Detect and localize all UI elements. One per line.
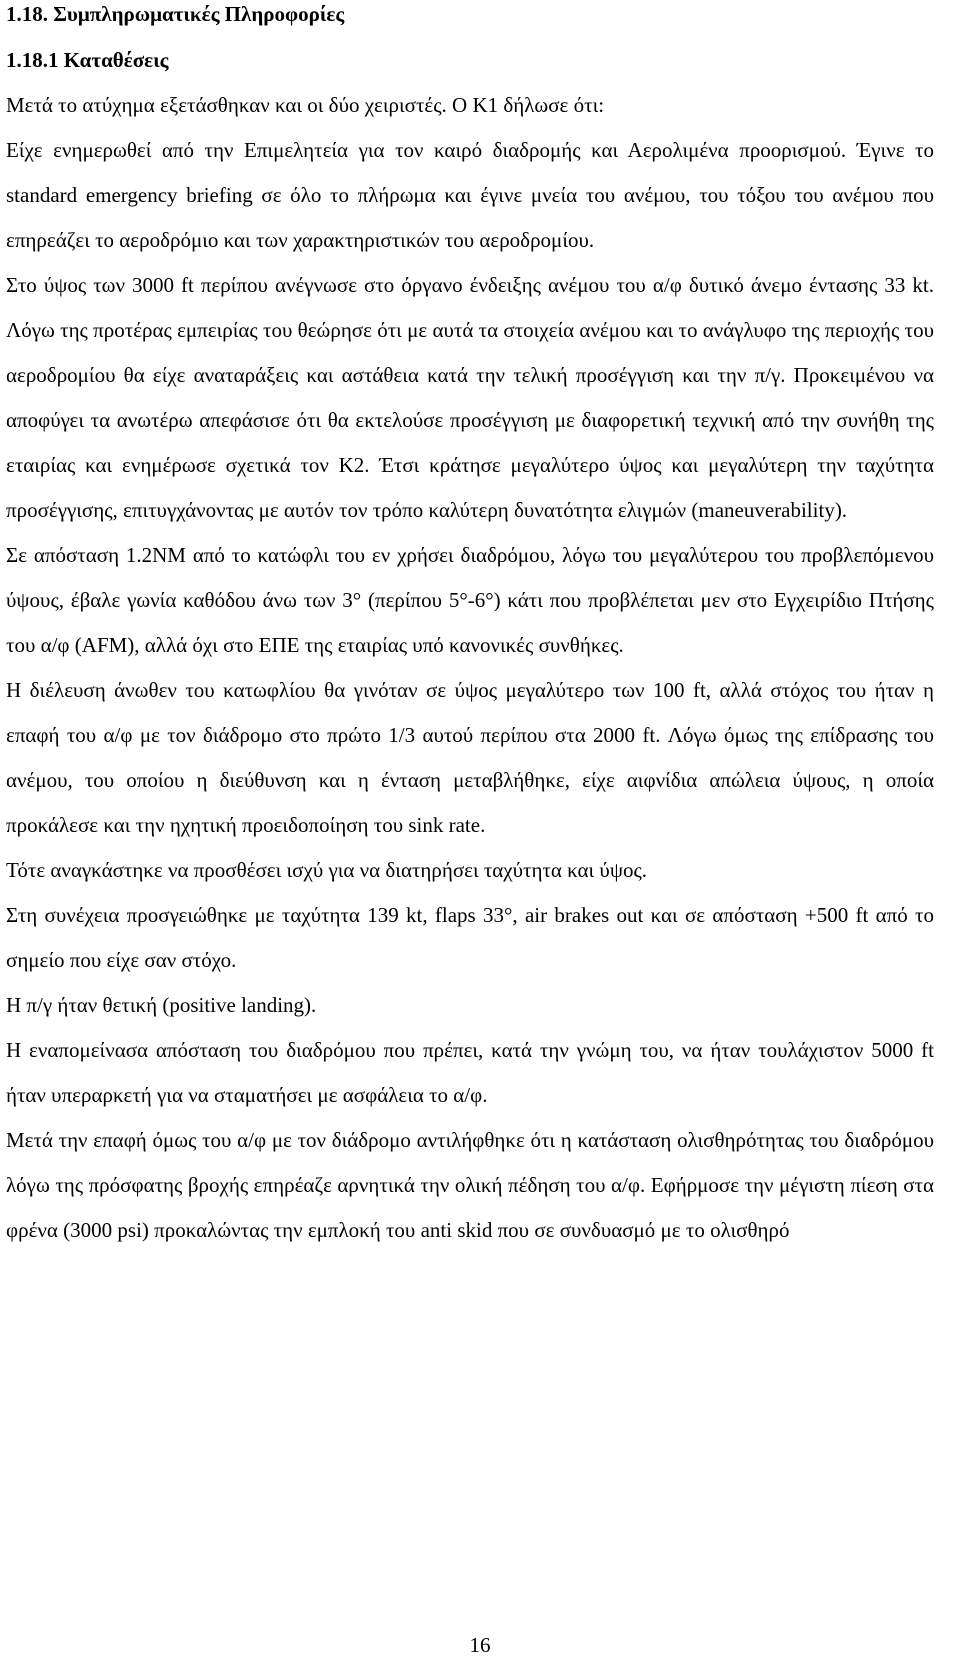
- paragraph-touchdown: Στη συνέχεια προσγειώθηκε με ταχύτητα 139 kt, flaps 33°, air brakes out και σε απόσταση +500 ft από το σημείο που είχε σαν στόχο.: [6, 903, 934, 972]
- paragraph-briefing: Είχε ενημερωθεί από την Επιμελητεία για τον καιρό διαδρομής και Αερολιμένα προορισμού. Έγινε το standard emergency briefing σε όλο το πλήρωμα και έγινε μνεία του ανέμου, του τόξου του ανέμου που επηρεάζει το αεροδρόμιο και των χαρακτηριστικών του αεροδρομίου.: [6, 138, 934, 252]
- paragraph-braking: Μετά την επαφή όμως του α/φ με τον διάδρομο αντιλήφθηκε ότι η κατάσταση ολισθηρότητας του διαδρόμου λόγω της πρόσφατης βροχής επηρέαζε αρνητικά την ολική πέδηση του α/φ. Εφήρμοσε την μέγιστη πίεση στα φρένα (3000 psi) προκαλώντας την εμπλοκή του anti skid που σε συνδυασμό με το ολισθηρό: [6, 1128, 934, 1242]
- subsection-heading: 1.18.1 Καταθέσεις: [6, 48, 169, 72]
- paragraph-power-added: Τότε αναγκάστηκε να προσθέσει ισχύ για να διατηρήσει ταχύτητα και ύψος.: [6, 858, 648, 882]
- paragraph-threshold-crossing: Η διέλευση άνωθεν του κατωφλίου θα γινόταν σε ύψος μεγαλύτερο των 100 ft, αλλά στόχος του ήταν η επαφή του α/φ με τον διάδρομο στο πρώτο 1/3 αυτού περίπου στα 2000 ft. Λόγω όμως της επίδρασης του ανέμου, του οποίου η διεύθυνση και η ένταση μεταβλήθηκε, είχε αιφνίδια απώλεια ύψους, η οποία προκάλεσε και την ηχητική προειδοποίηση του sink rate.: [6, 678, 934, 837]
- paragraph-positive-landing: Η π/γ ήταν θετική (positive landing).: [6, 993, 317, 1017]
- page-content: [6, 0, 934, 1253]
- paragraph-remaining-runway: Η εναπομείνασα απόσταση του διαδρόμου που πρέπει, κατά την γνώμη του, να ήταν τουλάχιστον 5000 ft ήταν υπεραρκετή για να σταματήσει με ασφάλεια το α/φ.: [6, 1038, 934, 1107]
- paragraph-approach-technique: Στο ύψος των 3000 ft περίπου ανέγνωσε στο όργανο ένδειξης ανέμου του α/φ δυτικό άνεμο έντασης 33 kt. Λόγω της προτέρας εμπειρίας του θεώρησε ότι με αυτά τα στοιχεία ανέμου και το ανάγλυφο της περιοχής του αεροδρομίου θα είχε αναταράξεις και αστάθεια κατά την τελική προσέγγιση και την π/γ. Προκειμένου να αποφύγει τα ανωτέρω απεφάσισε ότι θα εκτελούσε προσέγγιση με διαφορετική τεχνική από την συνήθη της εταιρίας και ενημέρωσε σχετικά τον Κ2. Έτσι κράτησε μεγαλύτερο ύψος και μεγαλύτερη την ταχύτητα προσέγγισης, επιτυγχάνοντας με αυτόν τον τρόπο καλύτερη δυνατότητα ελιγμών (maneuverability).: [6, 273, 934, 522]
- section-heading: 1.18. Συμπληρωματικές Πληροφορίες: [6, 2, 345, 26]
- page-number: 16: [469, 1633, 491, 1657]
- paragraph-descent-angle: Σε απόσταση 1.2NM από το κατώφλι του εν χρήσει διαδρόμου, λόγω του μεγαλύτερου του προβλεπόμενου ύψους, έβαλε γωνία καθόδου άνω των 3° (περίπου 5°-6°) κάτι που προβλέπεται μεν στο Εγχειρίδιο Πτήσης του α/φ (AFM), αλλά όχι στο ΕΠΕ της εταιρίας υπό κανονικές συνθήκες.: [6, 543, 934, 657]
- paragraph-intro: Μετά το ατύχημα εξετάσθηκαν και οι δύο χειριστές. Ο Κ1 δήλωσε ότι:: [6, 93, 605, 117]
